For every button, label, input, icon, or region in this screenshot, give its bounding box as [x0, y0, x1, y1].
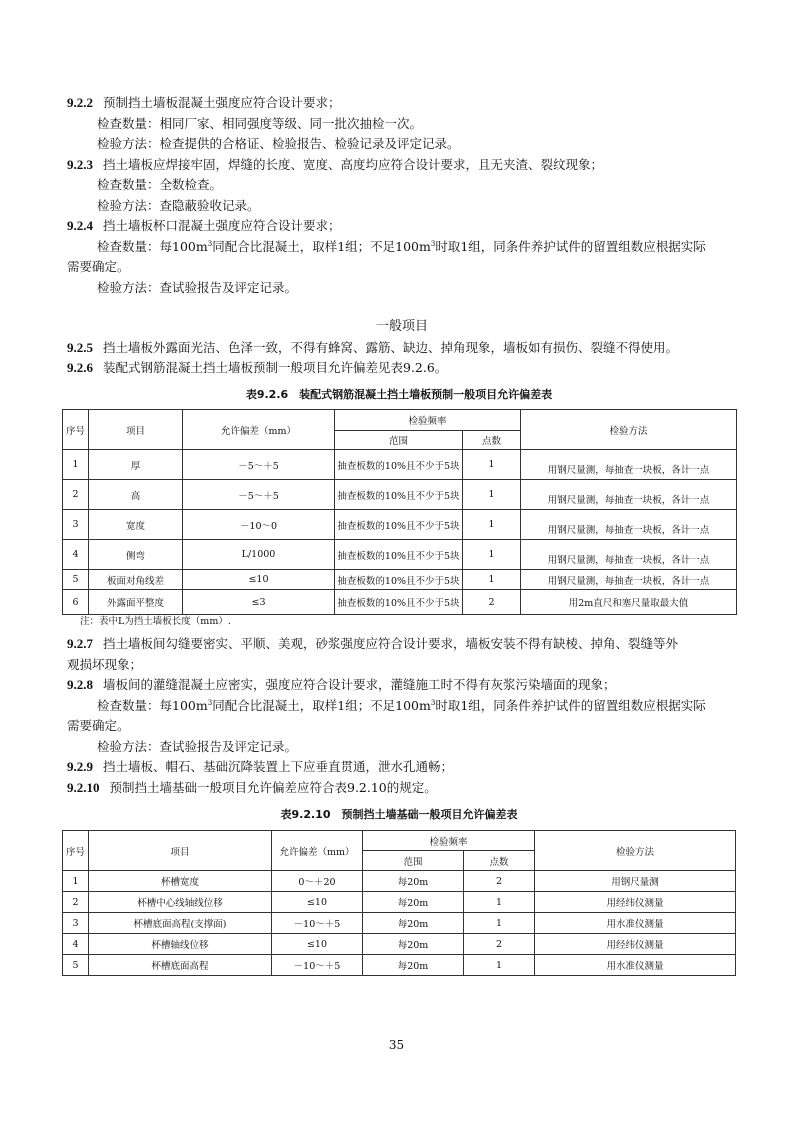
cell-method: 用水准仪测量	[535, 913, 736, 934]
cell-item: 杯槽底面高程(支撑面)	[89, 913, 272, 934]
cell-no: 1	[63, 450, 89, 480]
cell-item: 杯槽中心线轴线位移	[89, 892, 272, 913]
cell-item: 板面对角线差	[89, 570, 183, 590]
clause-9-2-5	[67, 338, 737, 359]
cell-tol: －10～＋5	[272, 955, 363, 976]
clause-detail	[67, 175, 737, 196]
cell-no: 5	[63, 955, 89, 976]
cell-item: 侧弯	[89, 540, 183, 570]
cell-range: 每20m	[363, 934, 464, 955]
cell-points: 2	[463, 590, 521, 615]
cell-no: 3	[63, 913, 89, 934]
cell-tol: －5～＋5	[183, 450, 335, 480]
cell-range: 每20m	[363, 871, 464, 892]
clause-detail	[67, 114, 737, 135]
cell-range: 每20m	[363, 892, 464, 913]
cell-item: 宽度	[89, 510, 183, 540]
text: 同配合比混凝土，取样1组；不足100m	[212, 697, 431, 713]
cell-tol: ≤10	[183, 570, 335, 590]
cell-points: 1	[464, 955, 535, 976]
cell-points: 1	[463, 570, 521, 590]
header-tolerance: 允许偏差（mm）	[272, 831, 363, 871]
cell-points: 1	[463, 510, 521, 540]
clause-text: 检查数量：全数检查。	[97, 177, 223, 192]
cell-tol: 0～＋20	[272, 871, 363, 892]
header-item: 项目	[89, 831, 272, 871]
cell-points: 1	[463, 480, 521, 510]
table1-note: 注：表中L为挡土墙板长度（mm）.	[80, 616, 231, 627]
clause-text: 墙板间的灌缝混凝土应密实，强度应符合设计要求，灌缝施工时不得有灰浆污染墙面的现象；	[103, 677, 616, 692]
section-heading: 一般项目	[375, 319, 428, 334]
clause	[67, 155, 737, 176]
clause-9-2-7	[67, 634, 737, 655]
cell-range: 抽查板数的10%且不少于5块	[335, 590, 463, 615]
table1-caption: 表9.2.6 装配式钢筋混凝土挡土墙板预制一般项目允许偏差表	[245, 388, 553, 401]
clause-text: 检验方法：查隐蔽验收记录。	[97, 197, 260, 213]
cell-item: 高	[89, 480, 183, 510]
clause-number: 9.2.3	[67, 156, 93, 172]
table-row	[63, 540, 737, 570]
cell-method: 用钢尺量测	[535, 871, 736, 892]
table-row	[63, 510, 737, 540]
cell-no: 1	[63, 871, 89, 892]
clause-number: 9.2.7	[67, 636, 93, 651]
text: 时取1组，同条件养护试件的留置组数应根据实际	[435, 238, 706, 254]
clause-9-2-8-method: 检验方法：查试验报告及评定记录。	[97, 738, 298, 754]
clause-number: 9.2.10	[67, 779, 100, 795]
page-number: 35	[388, 1038, 405, 1052]
clause-9-2-4-quantity-cont: 需要确定。	[67, 259, 130, 274]
cell-tol: －5～＋5	[183, 480, 335, 510]
cell-method: 用钢尺量测，每抽查一块板，各计一点	[521, 540, 737, 570]
cell-method: 用经纬仪测量	[535, 892, 736, 913]
text: 同配合比混凝土，取样1组；不足100m	[212, 238, 431, 254]
header-range: 范围	[335, 431, 463, 450]
cell-method: 用钢尺量测，每抽查一块板，各计一点	[521, 570, 737, 590]
cell-no: 2	[63, 480, 89, 510]
cell-no: 4	[63, 540, 89, 570]
cell-range: 抽查板数的10%且不少于5块	[335, 540, 463, 570]
cell-method: 用经纬仪测量	[535, 934, 736, 955]
header-points: 点数	[464, 851, 535, 871]
clause-text: 挡土墙板杯口混凝土强度应符合设计要求；	[103, 218, 341, 233]
header-points: 点数	[463, 431, 521, 450]
cell-no: 6	[63, 590, 89, 615]
text: 时取1组，同条件养护试件的留置组数应根据实际	[435, 697, 706, 713]
cell-range: 抽查板数的10%且不少于5块	[335, 570, 463, 590]
clause-detail	[67, 134, 737, 155]
table-row	[63, 590, 737, 615]
clause-text: 挡土墙板应焊接牢固，焊缝的长度、宽度、高度均应符合设计要求，且无夹渣、裂纹现象；	[103, 156, 604, 172]
cell-range: 每20m	[363, 913, 464, 934]
cell-points: 1	[463, 540, 521, 570]
superscript: 3	[207, 698, 213, 707]
clause-text: 挡土墙板外露面光洁、色泽一致，不得有蜂窝、露筋、缺边、掉角现象，墙板如有损伤、裂缝不得使用。	[103, 339, 679, 355]
clause-number: 9.2.5	[67, 339, 93, 355]
clause-detail	[67, 196, 737, 217]
clause-9-2-6	[67, 358, 737, 379]
cell-range: 抽查板数的10%且不少于5块	[335, 510, 463, 540]
header-tolerance: 允许偏差（mm）	[183, 410, 335, 450]
clause-text: 检验方法：检查提供的合格证、检验报告、检验记录及评定记录。	[97, 136, 460, 151]
clause-9-2-4-method: 检验方法：查试验报告及评定记录。	[97, 279, 298, 295]
cell-item: 杯槽宽度	[89, 871, 272, 892]
clause-text: 预制挡土墙板混凝土强度应符合设计要求；	[103, 95, 341, 110]
cell-points: 2	[464, 871, 535, 892]
clause-9-2-8	[67, 675, 737, 696]
clause-number: 9.2.8	[67, 677, 93, 692]
clause-number: 9.2.2	[67, 95, 93, 110]
clause-9-2-7-cont: 观损坏现象；	[67, 656, 143, 672]
table-row	[63, 892, 736, 913]
cell-method: 用2m直尺和塞尺量取最大值	[521, 590, 737, 615]
clauses-lower	[67, 634, 737, 798]
cell-item: 外露面平整度	[89, 590, 183, 615]
clause-9-2-9	[67, 757, 737, 778]
superscript: 3	[430, 698, 436, 707]
header-no: 序号	[63, 410, 89, 450]
table-row	[63, 871, 736, 892]
header-frequency: 检验频率	[335, 410, 521, 431]
table2-caption: 表9.2.10 预制挡土墙基础一般项目允许偏差表	[280, 808, 518, 821]
cell-tol: ≤10	[272, 892, 363, 913]
cell-tol: ≤3	[183, 590, 335, 615]
header-frequency: 检验频率	[363, 831, 535, 851]
clause	[67, 216, 737, 237]
header-item: 项目	[89, 410, 183, 450]
cell-method: 用钢尺量测，每抽查一块板，各计一点	[521, 480, 737, 510]
cell-method: 用钢尺量测，每抽查一块板，各计一点	[521, 450, 737, 480]
cell-range: 抽查板数的10%且不少于5块	[335, 450, 463, 480]
cell-no: 2	[63, 892, 89, 913]
clause-number: 9.2.4	[67, 218, 93, 233]
cell-range: 每20m	[363, 955, 464, 976]
cell-no: 4	[63, 934, 89, 955]
cell-item: 杯槽轴线位移	[89, 934, 272, 955]
table-row	[63, 913, 736, 934]
superscript: 3	[430, 239, 436, 248]
table-row	[63, 570, 737, 590]
cell-points: 2	[464, 934, 535, 955]
clause	[67, 93, 737, 114]
cell-points: 1	[464, 892, 535, 913]
cell-points: 1	[464, 913, 535, 934]
text: 检查数量：每100m	[97, 238, 208, 254]
superscript: 3	[207, 239, 213, 248]
header-method: 检验方法	[521, 410, 737, 450]
cell-item: 杯槽底面高程	[89, 955, 272, 976]
clause-text: 检查数量：相同厂家、相同强度等级、同一批次抽检一次。	[97, 115, 423, 131]
cell-method: 用水准仪测量	[535, 955, 736, 976]
general-section	[67, 317, 737, 379]
cell-tol: －10～＋5	[272, 913, 363, 934]
cell-range: 抽查板数的10%且不少于5块	[335, 480, 463, 510]
table-row	[63, 480, 737, 510]
cell-no: 3	[63, 510, 89, 540]
top-clauses	[67, 93, 737, 298]
header-method: 检验方法	[535, 831, 736, 871]
clause-9-2-10	[67, 778, 737, 799]
cell-item: 厚	[89, 450, 183, 480]
cell-tol: L/1000	[183, 540, 335, 570]
cell-no: 5	[63, 570, 89, 590]
clause-text: 装配式钢筋混凝土挡土墙板预制一般项目允许偏差见表9.2.6。	[103, 360, 448, 375]
clause-text: 挡土墙板间勾缝要密实、平顺、美观，砂浆强度应符合设计要求，墙板安装不得有缺棱、掉角、裂缝等外	[103, 636, 679, 651]
cell-tol: ≤10	[272, 934, 363, 955]
text: 检查数量：每100m	[97, 697, 208, 713]
clause-9-2-4-quantity	[67, 237, 737, 258]
table-9-2-10	[62, 830, 736, 976]
header-no: 序号	[63, 831, 89, 871]
table-row	[63, 934, 736, 955]
clause-text: 预制挡土墙基础一般项目允许偏差应符合表9.2.10的规定。	[109, 779, 437, 795]
table-row	[63, 955, 736, 976]
cell-points: 1	[463, 450, 521, 480]
clause-number: 9.2.9	[67, 759, 93, 774]
clause-number: 9.2.6	[67, 360, 93, 375]
cell-tol: －10～0	[183, 510, 335, 540]
cell-method: 用钢尺量测，每抽查一块板，各计一点	[521, 510, 737, 540]
table-row	[63, 450, 737, 480]
clause-9-2-8-quantity-cont: 需要确定。	[67, 718, 130, 733]
clause-9-2-8-quantity	[67, 696, 737, 717]
clause-text: 挡土墙板、帽石、基础沉降装置上下应垂直贯通，泄水孔通畅；	[103, 759, 454, 774]
table-9-2-6	[62, 409, 737, 615]
header-range: 范围	[363, 851, 464, 871]
